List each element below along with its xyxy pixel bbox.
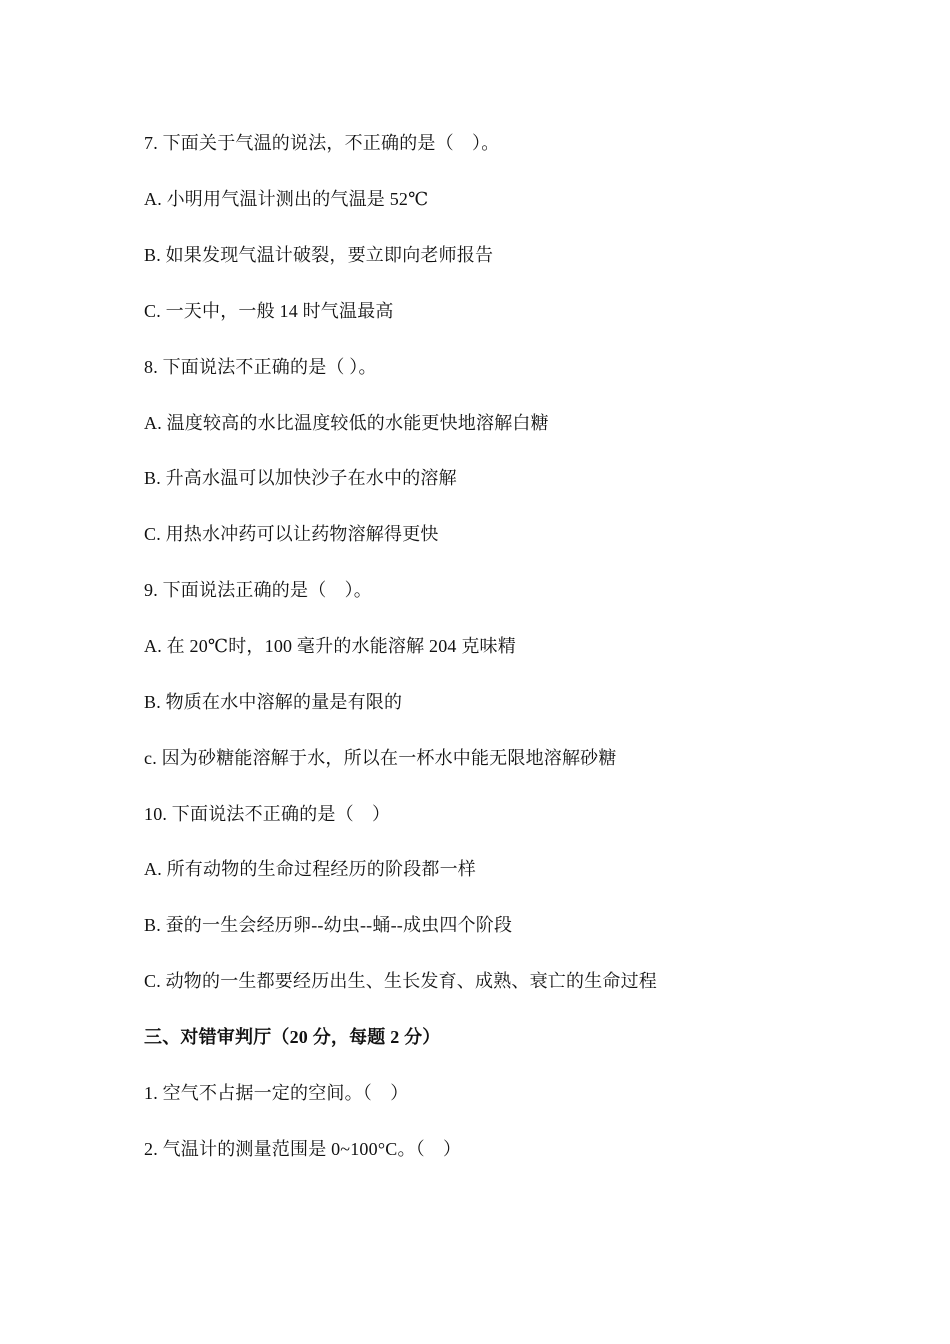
question-9-option-a: A. 在 20℃时，100 毫升的水能溶解 204 克味精 — [144, 636, 516, 656]
question-7-option-c: C. 一天中，一般 14 时气温最高 — [144, 301, 394, 321]
question-10: 10. 下面说法不正确的是（ ） — [144, 804, 391, 824]
question-8-option-c: C. 用热水冲药可以让药物溶解得更快 — [144, 524, 439, 544]
true-false-question-2: 2. 气温计的测量范围是 0~100°C。（ ） — [144, 1139, 462, 1159]
question-8-option-b: B. 升高水温可以加快沙子在水中的溶解 — [144, 468, 457, 488]
question-9: 9. 下面说法正确的是（ ）。 — [144, 580, 372, 600]
true-false-question-1: 1. 空气不占据一定的空间。（ ） — [144, 1083, 409, 1103]
question-9-option-c: c. 因为砂糖能溶解于水，所以在一杯水中能无限地溶解砂糖 — [144, 748, 617, 768]
question-9-option-b: B. 物质在水中溶解的量是有限的 — [144, 692, 403, 712]
question-10-option-c: C. 动物的一生都要经历出生、生长发育、成熟、衰亡的生命过程 — [144, 971, 658, 991]
question-8: 8. 下面说法不正确的是（ ）。 — [144, 357, 377, 377]
question-7-option-a: A. 小明用气温计测出的气温是 52℃ — [144, 189, 429, 209]
question-10-option-a: A. 所有动物的生命过程经历的阶段都一样 — [144, 859, 476, 879]
question-10-option-b: B. 蚕的一生会经历卵--幼虫--蛹--成虫四个阶段 — [144, 915, 513, 935]
question-7: 7. 下面关于气温的说法，不正确的是（ ）。 — [144, 133, 500, 153]
question-8-option-a: A. 温度较高的水比温度较低的水能更快地溶解白糖 — [144, 413, 549, 433]
question-7-option-b: B. 如果发现气温计破裂，要立即向老师报告 — [144, 245, 494, 265]
section-3-heading: 三、对错审判厅（20 分，每题 2 分） — [144, 1027, 441, 1047]
